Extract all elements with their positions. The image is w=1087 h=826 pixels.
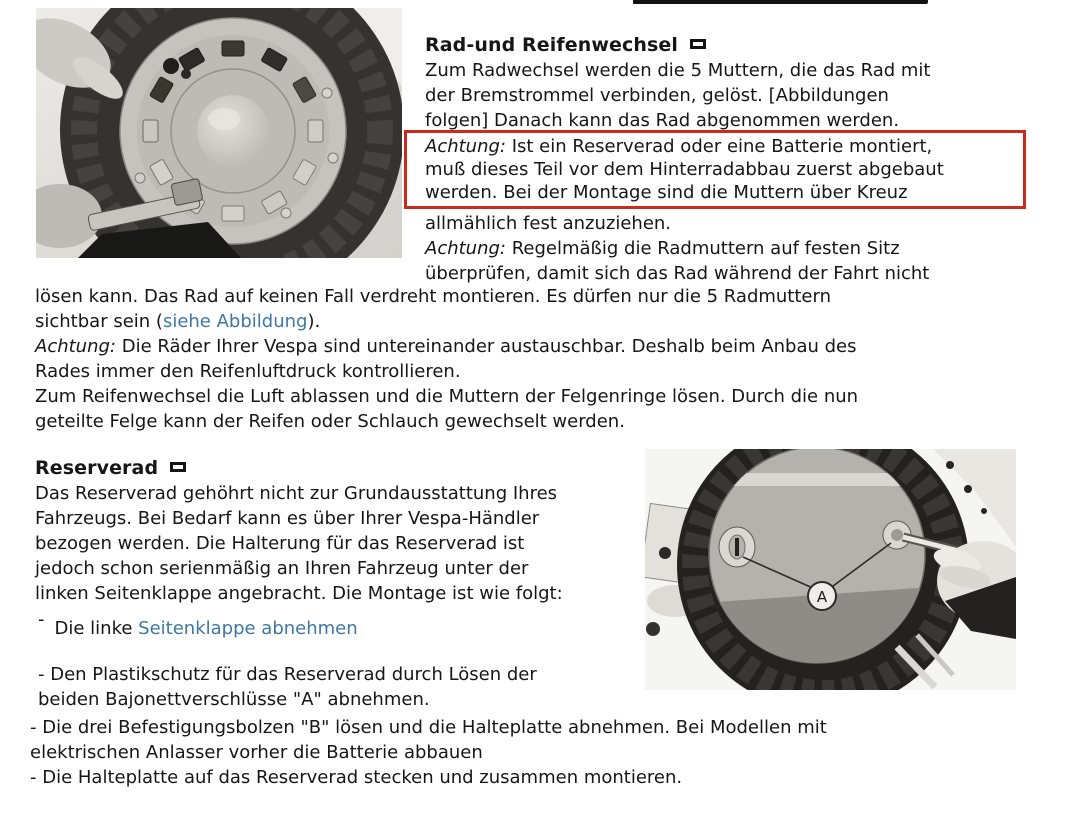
section-anchor-icon[interactable]	[170, 462, 186, 472]
section-heading	[35, 455, 647, 481]
truncated-photo-edge	[633, 0, 928, 4]
text-line	[35, 309, 1055, 334]
text-line: jedoch schon serienmäßig an Ihren Fahrzeug unter der	[35, 558, 529, 579]
text-line: geteilte Felge kann der Reifen oder Schlauch gewechselt werden.	[35, 411, 625, 432]
text-line	[425, 236, 1037, 261]
section-heading	[425, 32, 1037, 58]
achtung-label: Achtung:	[425, 136, 506, 157]
text-line: Das Reserverad gehöhrt nicht zur Grundausstattung Ihres	[35, 483, 558, 504]
list-dash: -	[30, 717, 37, 738]
text-span: Regelmäßig die Radmuttern auf festen Sitz	[505, 238, 900, 259]
text-line: muß dieses Teil vor dem Hinterradabbau zuerst abgebaut	[425, 159, 944, 180]
text-line: lösen kann. Das Rad auf keinen Fall verdreht montieren. Es dürfen nur die 5 Radmuttern	[35, 286, 831, 307]
achtung-label: Achtung:	[35, 336, 116, 357]
montage-steps-list	[30, 609, 1050, 790]
text-span: sichtbar sein (	[35, 311, 163, 332]
list-item	[30, 715, 1050, 765]
text-span: Die drei Befestigungsbolzen "B" lösen und die Halteplatte abnehmen. Bei Modellen mit	[36, 717, 827, 738]
text-span: Ist ein Reserverad oder eine Batterie montiert,	[505, 136, 933, 157]
text-line: folgen] Danach kann das Rad abgenommen werden.	[425, 110, 900, 131]
section-rad-full-width	[35, 284, 1055, 434]
achtung-label: Achtung:	[425, 238, 506, 259]
text-line: Zum Radwechsel werden die 5 Muttern, die das Rad mit	[425, 60, 931, 81]
photo-label-a: A	[816, 588, 828, 606]
wheel-hub-with-wrench-photo	[36, 8, 402, 258]
text-span: ).	[307, 311, 321, 332]
wheel-hub-illustration	[36, 8, 402, 258]
section-reserverad	[35, 455, 647, 606]
text-span: Den Plastikschutz für das Reserverad durch Lösen der	[44, 664, 537, 685]
text-line: werden. Bei der Montage sind die Muttern über Kreuz	[425, 182, 908, 203]
text-line: linken Seitenklappe angebracht. Die Montage ist wie folgt:	[35, 583, 563, 604]
link-siehe-abbildung[interactable]: siehe Abbildung	[162, 311, 308, 332]
section-heading-text: Rad-und Reifenwechsel	[425, 34, 678, 56]
list-item	[38, 662, 1050, 712]
text-line: beiden Bajonettverschlüsse "A" abnehmen.	[38, 689, 430, 710]
text-line: der Bremstrommel verbinden, gelöst. [Abbildungen	[425, 85, 889, 106]
text-line: Zum Reifenwechsel die Luft ablassen und die Muttern der Felgenringe lösen. Durch die nun	[35, 386, 859, 407]
text-line: Fahrzeugs. Bei Bedarf kann es über Ihrer Vespa-Händler	[35, 508, 540, 529]
list-dash: -	[30, 767, 37, 788]
section-rad-und-reifenwechsel	[425, 32, 1037, 286]
section-heading-text: Reserverad	[35, 457, 159, 479]
text-line: allmählich fest anzuziehen.	[425, 213, 672, 234]
list-item	[30, 765, 1050, 790]
text-line	[425, 135, 1023, 158]
list-item	[38, 609, 1050, 641]
text-line: Rades immer den Reifenluftdruck kontrollieren.	[35, 361, 461, 382]
text-line	[35, 334, 1055, 359]
section-anchor-icon[interactable]	[690, 39, 706, 49]
text-span: Die linke	[54, 618, 139, 639]
text-span: Die Halteplatte auf das Reserverad stecken und zusammen montieren.	[36, 767, 683, 788]
text-line: überprüfen, damit sich das Rad während der Fahrt nicht	[425, 263, 930, 284]
link-seitenklappe-abnehmen[interactable]: Seitenklappe abnehmen	[138, 618, 358, 639]
text-line: elektrischen Anlasser vorher die Batterie abbauen	[30, 742, 483, 763]
highlight-box	[404, 130, 1026, 209]
list-dash: -	[38, 664, 45, 685]
list-dash: -	[38, 609, 45, 630]
text-span: Die Räder Ihrer Vespa sind untereinander austauschbar. Deshalb beim Anbau des	[115, 336, 857, 357]
text-line: bezogen werden. Die Halterung für das Reserverad ist	[35, 533, 525, 554]
